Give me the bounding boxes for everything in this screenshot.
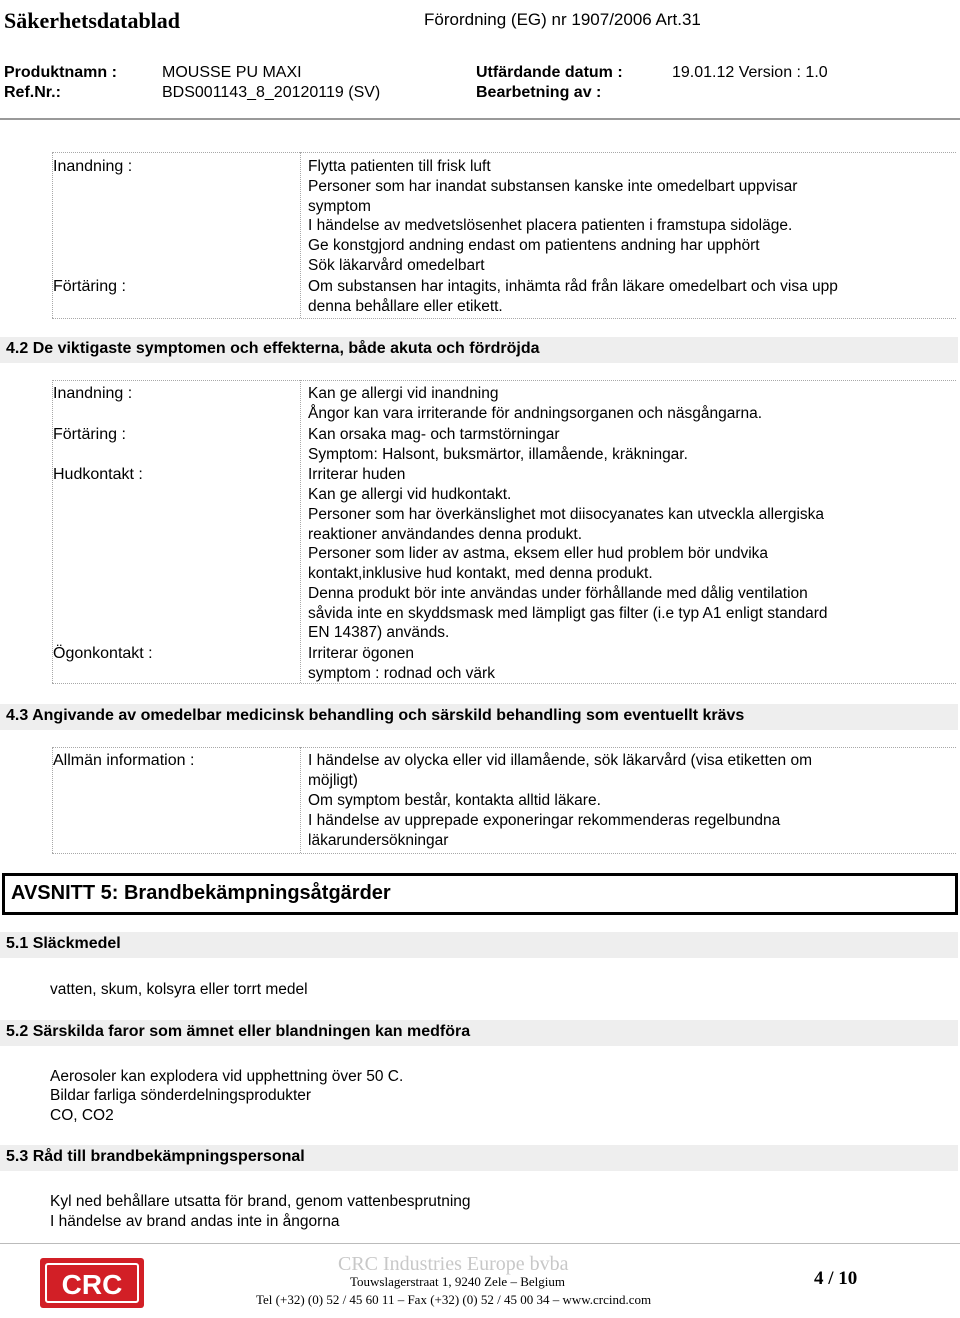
text-line: Om symptom består, kontakta alltid läkare. bbox=[308, 792, 601, 809]
text-line: Irriterar ögonen bbox=[308, 645, 414, 662]
text-line: Kan orsaka mag- och tarmstörningar bbox=[308, 426, 560, 443]
issue-date-label: Utfärdande datum : bbox=[476, 64, 623, 81]
text-line: Kan ge allergi vid inandning bbox=[308, 385, 499, 402]
revision-label: Bearbetning av : bbox=[476, 84, 602, 101]
text-line: Personer som har överkänslighet mot diisocyanates kan utveckla allergiska bbox=[308, 506, 825, 523]
text-line: Ångor kan vara irriterande för andningsorganen och näsgångarna. bbox=[308, 405, 763, 422]
text-line: EN 14387) används. bbox=[308, 624, 450, 641]
ingestion-label: Förtäring : bbox=[53, 426, 126, 443]
text-line: Om substansen har intagits, inhämta råd från läkare omedelbart och visa upp bbox=[308, 278, 838, 295]
table-border bbox=[52, 747, 956, 748]
issue-date-value: 19.01.12 Version : 1.0 bbox=[672, 64, 828, 81]
text-line: såvida inte en skyddsmask med lämpligt gas filter (i.e typ A1 enligt standard bbox=[308, 605, 828, 622]
ref-number-label: Ref.Nr.: bbox=[4, 84, 61, 101]
text-line: Flytta patienten till frisk luft bbox=[308, 158, 491, 175]
text-line: läkarundersökningar bbox=[308, 832, 449, 849]
text-line: Ge konstgjord andning endast om patientens andning har upphört bbox=[308, 237, 760, 254]
text-line: I händelse av brand andas inte in ångorna bbox=[50, 1213, 340, 1230]
text-line: Sök läkarvård omedelbart bbox=[308, 257, 485, 274]
ref-number-value: BDS001143_8_20120119 (SV) bbox=[162, 84, 381, 101]
text-line: denna behållare eller etikett. bbox=[308, 298, 503, 315]
crc-logo bbox=[40, 1258, 144, 1308]
text-line: Personer som lider av astma, eksem eller hud problem bör undvika bbox=[308, 545, 769, 562]
text-line: symptom : rodnad och värk bbox=[308, 665, 495, 682]
text-line: I händelse av olycka eller vid illamående, sök läkarvård (visa etiketten om bbox=[308, 752, 812, 769]
ingestion-label: Förtäring : bbox=[53, 278, 126, 295]
eye-contact-label: Ögonkontakt : bbox=[53, 645, 153, 662]
table-border bbox=[52, 380, 956, 381]
text-line: möjligt) bbox=[308, 772, 358, 789]
section-heading-5-3: 5.3 Råd till brandbekämpningspersonal bbox=[0, 1145, 958, 1171]
text-line: vatten, skum, kolsyra eller torrt medel bbox=[50, 981, 308, 998]
page-number: 4 / 10 bbox=[814, 1268, 858, 1289]
text-line: Kan ge allergi vid hudkontakt. bbox=[308, 486, 512, 503]
table-border bbox=[300, 152, 301, 318]
skin-contact-label: Hudkontakt : bbox=[53, 466, 143, 483]
table-border bbox=[52, 152, 956, 153]
inhalation-label: Inandning : bbox=[53, 158, 133, 175]
table-border bbox=[52, 318, 956, 319]
text-line: symptom bbox=[308, 198, 371, 215]
company-name: CRC Industries Europe bvba bbox=[338, 1253, 569, 1275]
footer-divider bbox=[0, 1243, 960, 1244]
logo-text: CRC bbox=[61, 1269, 123, 1300]
table-border bbox=[300, 380, 301, 683]
section-heading-5-2: 5.2 Särskilda faror som ämnet eller blandningen kan medföra bbox=[0, 1020, 958, 1046]
text-line: I händelse av medvetslösenhet placera patienten i framstupa sidoläge. bbox=[308, 217, 793, 234]
regulation-reference: Förordning (EG) nr 1907/2006 Art.31 bbox=[424, 10, 701, 29]
table-border bbox=[52, 853, 956, 854]
text-line: Personer som har inandat substansen kanske inte omedelbart uppvisar bbox=[308, 178, 798, 195]
text-line: Bildar farliga sönderdelningsprodukter bbox=[50, 1087, 312, 1104]
text-line: Denna produkt bör inte användas under förhållande med dålig ventilation bbox=[308, 585, 808, 602]
section-heading-5-1: 5.1 Släckmedel bbox=[0, 932, 958, 958]
text-line: Kyl ned behållare utsatta för brand, genom vattenbesprutning bbox=[50, 1193, 471, 1210]
general-information-label: Allmän information : bbox=[53, 752, 195, 769]
section-5-title: AVSNITT 5: Brandbekämpningsåtgärder bbox=[2, 873, 958, 915]
text-line: Symptom: Halsont, buksmärtor, illamående, kräkningar. bbox=[308, 446, 688, 463]
text-line: CO, CO2 bbox=[50, 1107, 114, 1124]
company-address: Touwslagerstraat 1, 9240 Zele – Belgium bbox=[350, 1274, 565, 1289]
product-name-value: MOUSSE PU MAXI bbox=[162, 64, 302, 81]
product-name-label: Produktnamn : bbox=[4, 64, 117, 81]
section-heading-4-3: 4.3 Angivande av omedelbar medicinsk behandling och särskild behandling som eventuellt krävs bbox=[0, 704, 958, 730]
inhalation-label: Inandning : bbox=[53, 385, 133, 402]
text-line: I händelse av upprepade exponeringar rekommenderas regelbundna bbox=[308, 812, 781, 829]
table-border bbox=[300, 747, 301, 853]
table-border bbox=[52, 683, 956, 684]
text-line: kontakt,inklusive hud kontakt, med denna produkt. bbox=[308, 565, 653, 582]
text-line: Aerosoler kan explodera vid upphettning över 50 C. bbox=[50, 1068, 404, 1085]
text-line: Irriterar huden bbox=[308, 466, 406, 483]
document-title: Säkerhetsdatablad bbox=[4, 8, 181, 33]
text-line: reaktioner användandes denna produkt. bbox=[308, 526, 583, 543]
header-divider bbox=[0, 118, 960, 120]
section-heading-4-2: 4.2 De viktigaste symptomen och effekterna, både akuta och fördröjda bbox=[0, 337, 958, 363]
company-contact: Tel (+32) (0) 52 / 45 60 11 – Fax (+32) (0) 52 / 45 00 34 – www.crcind.com bbox=[256, 1292, 652, 1307]
